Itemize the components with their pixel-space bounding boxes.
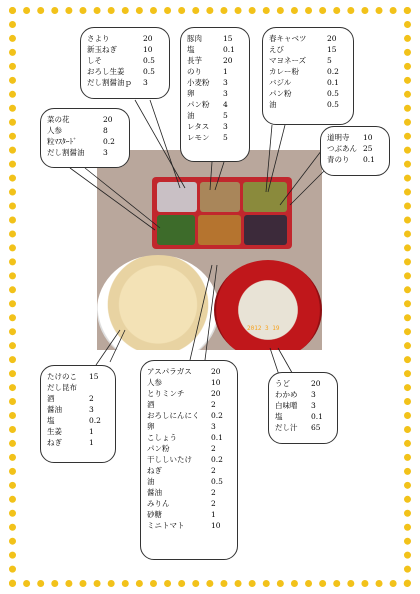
list-item: 長芋 20	[187, 56, 233, 65]
list-item: 醤油 2	[147, 488, 216, 497]
list-item: カレー粉 0.2	[269, 67, 339, 76]
list-item: こしょう 0.1	[147, 433, 223, 442]
list-item: 人参 8	[47, 126, 108, 135]
list-item: 塩 0.1	[187, 45, 235, 54]
ingredients-nanohana	[40, 108, 130, 168]
ingredients-udo	[268, 372, 338, 444]
list-item: レタス 3	[187, 122, 228, 131]
ingredients-asparagus	[140, 360, 238, 560]
list-item: 醤油 3	[47, 405, 94, 414]
list-item: だし昆布	[47, 383, 77, 392]
ingredients-sayori	[80, 27, 170, 99]
list-item: 青のり 0.1	[327, 155, 375, 164]
list-item: つぶあん 25	[327, 144, 373, 153]
list-item: しそ 0.5	[87, 56, 155, 65]
list-item: 春キャベツ 20	[269, 34, 337, 43]
list-item: 豚肉 15	[187, 34, 233, 43]
list-item: 油 0.5	[147, 477, 223, 486]
list-item: わかめ 3	[275, 390, 316, 399]
list-item: だし汁 65	[275, 423, 321, 432]
list-item: みりん 2	[147, 499, 216, 508]
list-item: おろし生姜 0.5	[87, 67, 155, 76]
list-item: 酒 2	[47, 394, 94, 403]
list-item: ねぎ 1	[47, 438, 94, 447]
list-item: おろしにんにく 0.2	[147, 411, 223, 420]
list-item: マヨネーズ 5	[269, 56, 332, 65]
list-item: のり 1	[187, 67, 228, 76]
list-item: 油 0.5	[269, 100, 339, 109]
list-item: だし割醤油ｐ 3	[87, 78, 148, 87]
ingredients-domyoji	[320, 126, 390, 176]
list-item: 人参 10	[147, 378, 221, 387]
list-item: ミニトマト 10	[147, 521, 221, 530]
list-item: 塩 0.1	[275, 412, 323, 421]
list-item: パン粉 2	[147, 444, 216, 453]
list-item: 白味噌 3	[275, 401, 316, 410]
list-item: パン粉 4	[187, 100, 228, 109]
list-item: バジル 0.1	[269, 78, 339, 87]
list-item: パン粉 0.5	[269, 89, 339, 98]
list-item: 生姜 1	[47, 427, 94, 436]
list-item: だし割醤油 3	[47, 148, 108, 157]
list-item: 卵 3	[187, 89, 228, 98]
list-item: さより 20	[87, 34, 153, 43]
list-item: アスパラガス 20	[147, 367, 221, 376]
list-item: 砂糖 1	[147, 510, 216, 519]
list-item: 菜の花 20	[47, 115, 113, 124]
ingredients-buta	[180, 27, 250, 162]
list-item: 酒 2	[147, 400, 216, 409]
list-item: レモン 5	[187, 133, 228, 142]
date-stamp: 2012 3 19	[247, 325, 280, 332]
ingredients-kyabetsu	[262, 27, 354, 125]
list-item: 干ししいたけ 0.2	[147, 455, 223, 464]
list-item: たけのこ 15	[47, 372, 99, 381]
list-item: 油 5	[187, 111, 228, 120]
list-item: とりミンチ 20	[147, 389, 221, 398]
ingredients-takenoko	[40, 365, 116, 463]
list-item: 新玉ねぎ 10	[87, 45, 153, 54]
list-item: 道明寺 10	[327, 133, 373, 142]
list-item: 塩 0.2	[47, 416, 101, 425]
list-item: うど 20	[275, 379, 321, 388]
list-item: えび 15	[269, 45, 337, 54]
list-item: 粒ﾏｽﾀｰﾄﾞ 0.2	[47, 137, 115, 146]
list-item: ねぎ 2	[147, 466, 216, 475]
list-item: 小麦粉 3	[187, 78, 228, 87]
list-item: 卵 3	[147, 422, 216, 431]
